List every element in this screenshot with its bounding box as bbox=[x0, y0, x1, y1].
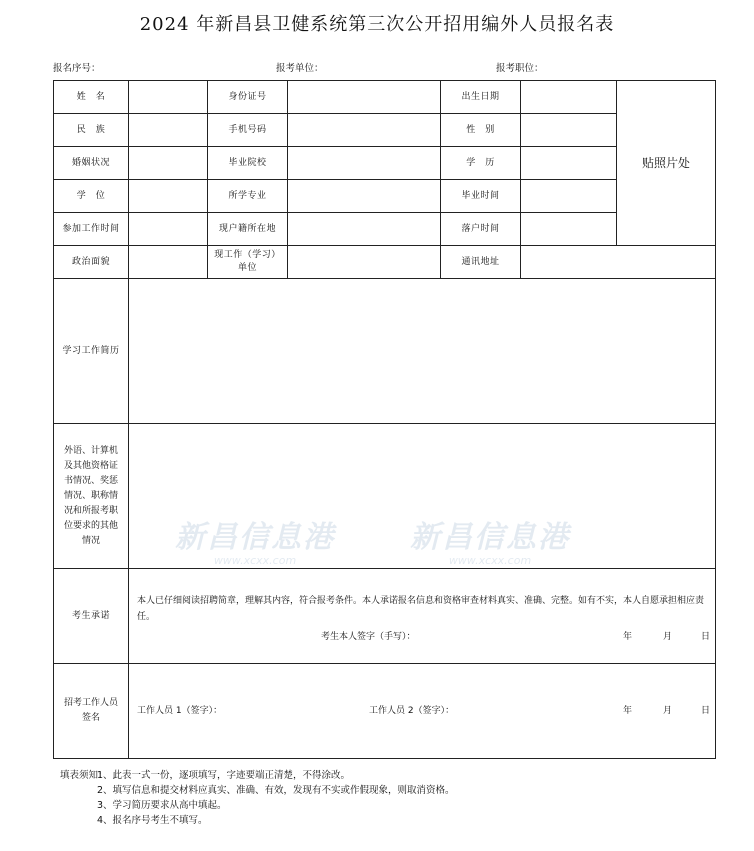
form-row bbox=[54, 180, 716, 213]
grad-time-field[interactable] bbox=[521, 180, 617, 213]
form-row bbox=[54, 81, 716, 114]
hukou-field[interactable] bbox=[288, 213, 441, 246]
promise-sign-row bbox=[137, 631, 711, 649]
gender-label: 性 别 bbox=[441, 114, 521, 147]
watermark-text: 新昌信息港 bbox=[175, 520, 335, 555]
education-label: 学 历 bbox=[441, 147, 521, 180]
staff-month-label: 月 bbox=[663, 706, 673, 716]
work-start-label: 参加工作时间 bbox=[54, 213, 129, 246]
major-field[interactable] bbox=[288, 180, 441, 213]
degree-label: 学 位 bbox=[54, 180, 129, 213]
watermark-url: www.xcxx.com bbox=[213, 554, 297, 567]
form-row bbox=[54, 147, 716, 180]
phone-field[interactable] bbox=[288, 114, 441, 147]
address-label: 通讯地址 bbox=[441, 246, 521, 279]
form-notes bbox=[60, 768, 455, 828]
reg-no-label: 报名序号： bbox=[53, 63, 101, 74]
staff-sign-cell bbox=[129, 664, 716, 759]
id-label: 身份证号 bbox=[208, 81, 288, 114]
political-field[interactable] bbox=[129, 246, 208, 279]
marital-field[interactable] bbox=[129, 147, 208, 180]
note-item bbox=[60, 783, 455, 798]
ethnic-field[interactable] bbox=[129, 114, 208, 147]
note-item bbox=[60, 768, 455, 783]
note-text: 1、此表一式一份，逐项填写，字迹要端正清楚，不得涂改。 bbox=[97, 770, 351, 781]
note-text: 3、学习简历要求从高中填起。 bbox=[97, 800, 227, 811]
promise-month-label: 月 bbox=[663, 632, 673, 642]
work-start-field[interactable] bbox=[129, 213, 208, 246]
staff-day-label: 日 bbox=[701, 706, 711, 716]
form-row bbox=[54, 279, 716, 424]
resume-label: 学习工作简历 bbox=[54, 279, 129, 424]
staff-sign-label: 招考工作人员签名 bbox=[54, 664, 129, 759]
form-row bbox=[54, 569, 716, 664]
form-row bbox=[54, 114, 716, 147]
promise-cell bbox=[129, 569, 716, 664]
name-label: 姓 名 bbox=[54, 81, 129, 114]
hukou-time-label: 落户时间 bbox=[441, 213, 521, 246]
birth-field[interactable] bbox=[521, 81, 617, 114]
notes-heading: 填表须知： bbox=[60, 770, 108, 781]
phone-label: 手机号码 bbox=[208, 114, 288, 147]
major-label: 所学专业 bbox=[208, 180, 288, 213]
note-text: 2、填写信息和提交材料应真实、准确、有效，发现有不实或作假现象，则取消资格。 bbox=[97, 785, 455, 796]
watermark bbox=[175, 512, 335, 567]
promise-label: 考生承诺 bbox=[54, 569, 129, 664]
note-text: 4、报名序号考生不填写。 bbox=[97, 815, 208, 826]
certs-label: 外语、计算机及其他资格证书情况、奖惩情况、职称情况和所报考职位要求的其他情况 bbox=[54, 424, 129, 569]
promise-year-label: 年 bbox=[623, 632, 633, 642]
worker2-signature-label: 工作人员 2（签字）： bbox=[369, 706, 455, 716]
school-label: 毕业院校 bbox=[208, 147, 288, 180]
staff-year-label: 年 bbox=[623, 706, 633, 716]
name-field[interactable] bbox=[129, 81, 208, 114]
position-label: 报考职位： bbox=[496, 63, 544, 74]
hukou-time-field[interactable] bbox=[521, 213, 617, 246]
education-field[interactable] bbox=[521, 147, 617, 180]
photo-box: 贴照片处 bbox=[617, 81, 716, 246]
unit-label: 报考单位： bbox=[276, 63, 324, 74]
form-row bbox=[54, 424, 716, 569]
hukou-label: 现户籍所在地 bbox=[208, 213, 288, 246]
promise-day-label: 日 bbox=[701, 632, 711, 642]
current-work-field[interactable] bbox=[288, 246, 441, 279]
worker1-signature-label: 工作人员 1（签字）： bbox=[137, 706, 223, 716]
birth-label: 出生日期 bbox=[441, 81, 521, 114]
form-row bbox=[54, 664, 716, 759]
degree-field[interactable] bbox=[129, 180, 208, 213]
watermark-url: www.xcxx.com bbox=[448, 554, 532, 567]
note-item bbox=[60, 813, 455, 828]
watermark bbox=[410, 512, 570, 567]
form-row bbox=[54, 246, 716, 279]
watermark-text: 新昌信息港 bbox=[410, 520, 570, 555]
school-field[interactable] bbox=[288, 147, 441, 180]
promise-text: 本人已仔细阅读招聘简章，理解其内容，符合报考条件。本人承诺报名信息和资格审查材料真实、准确、完整。如有不实，本人自愿承担相应责任。 bbox=[137, 596, 705, 622]
form-title: 2024 年新昌县卫健系统第三次公开招用编外人员报名表 bbox=[139, 14, 615, 35]
gender-field[interactable] bbox=[521, 114, 617, 147]
political-label: 政治面貌 bbox=[54, 246, 129, 279]
id-field[interactable] bbox=[288, 81, 441, 114]
grad-time-label: 毕业时间 bbox=[441, 180, 521, 213]
resume-field[interactable] bbox=[129, 279, 716, 424]
note-item bbox=[60, 798, 455, 813]
candidate-signature-label: 考生本人签字（手写）： bbox=[321, 632, 416, 642]
marital-label: 婚姻状况 bbox=[54, 147, 129, 180]
address-field[interactable] bbox=[521, 246, 716, 279]
registration-form-table bbox=[53, 80, 716, 759]
current-work-label: 现工作（学习）单位 bbox=[208, 246, 288, 279]
ethnic-label: 民 族 bbox=[54, 114, 129, 147]
form-row bbox=[54, 213, 716, 246]
